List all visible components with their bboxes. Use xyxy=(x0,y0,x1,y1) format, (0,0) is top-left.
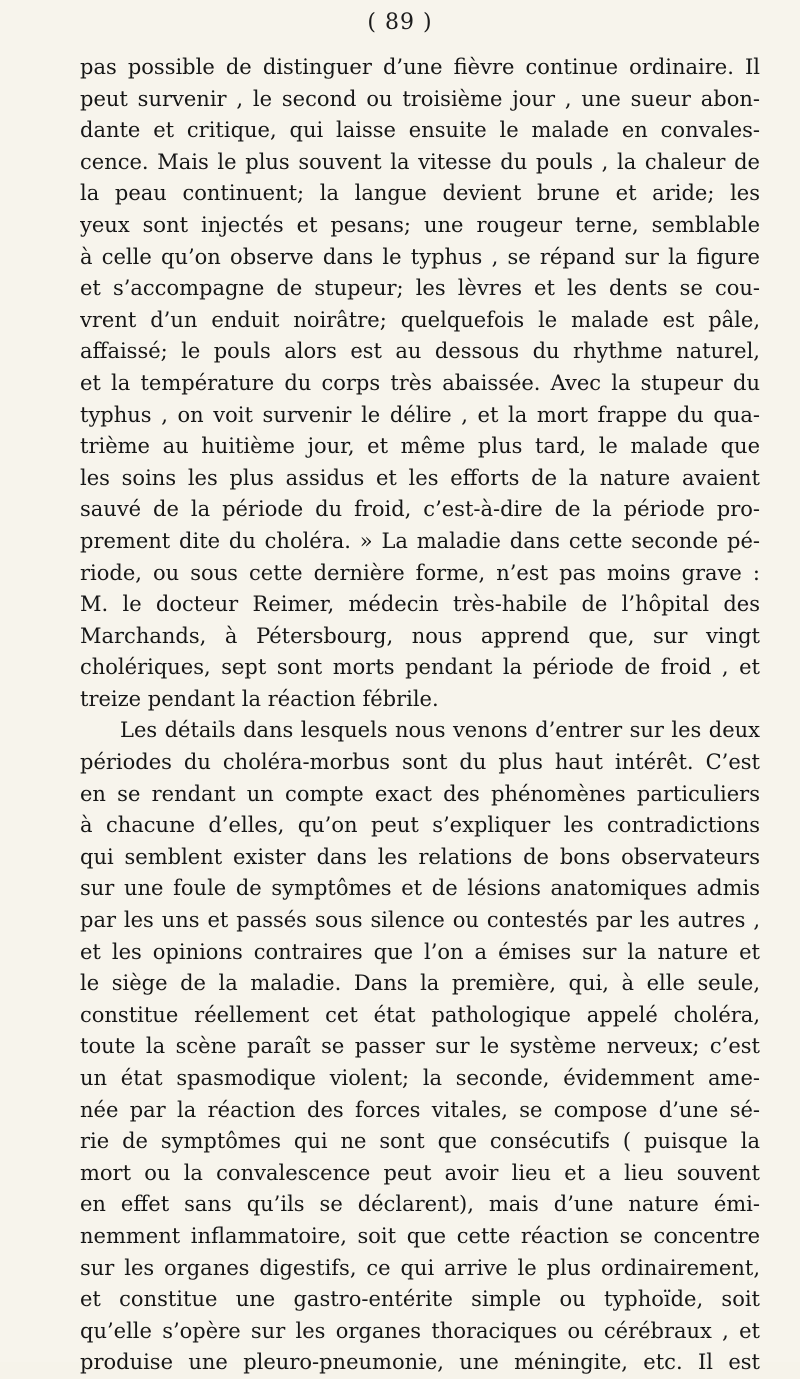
text-line: peut survenir , le second ou troisième jour , une sueur abon- xyxy=(80,86,760,111)
text-line: par les uns et passés sous silence ou contestés par les autres , xyxy=(80,908,760,933)
text-line: qu’elle s’opère sur les organes thoraciques ou cérébraux , et xyxy=(80,1318,760,1343)
text-line: Marchands, à Pétersbourg, nous apprend que, sur vingt xyxy=(80,623,760,648)
page-number: ( 89 ) xyxy=(367,10,433,35)
text-line: treize pendant la réaction fébrile. xyxy=(80,686,439,711)
text-line: et la température du corps très abaissée. Avec la stupeur du xyxy=(80,370,760,395)
text-line: typhus , on voit survenir le délire , et la mort frappe du qua- xyxy=(80,402,760,427)
text-line: cence. Mais le plus souvent la vitesse du pouls , la chaleur de xyxy=(80,149,760,174)
text-line: yeux sont injectés et pesans; une rougeur terne, semblable xyxy=(80,212,760,237)
text-line: affaissé; le pouls alors est au dessous du rhythme naturel, xyxy=(80,339,760,364)
text-line: et les opinions contraires que l’on a émises sur la nature et xyxy=(80,939,760,964)
text-line: riode, ou sous cette dernière forme, n’est pas moins grave : xyxy=(80,560,760,585)
text-line: sur les organes digestifs, ce qui arrive le plus ordinairement, xyxy=(80,1255,760,1280)
text-line: nemment inflammatoire, soit que cette réaction se concentre xyxy=(80,1223,760,1248)
text-line: sur une foule de symptômes et de lésions anatomiques admis xyxy=(80,876,760,901)
text-line: pas possible de distinguer d’une fièvre continue ordinaire. Il xyxy=(80,55,760,79)
text-line: à celle qu’on observe dans le typhus , se répand sur la figure xyxy=(80,244,760,269)
text-line: née par la réaction des forces vitales, se compose d’une sé- xyxy=(80,1097,760,1122)
text-line: le siège de la maladie. Dans la première, qui, à elle seule, xyxy=(80,971,760,996)
text-line: sauvé de la période du froid, c’est-à-dire de la période pro- xyxy=(80,497,760,522)
text-line: un état spasmodique violent; la seconde, évidemment ame- xyxy=(80,1066,760,1090)
text-line: qui semblent exister dans les relations de bons observateurs xyxy=(80,844,760,869)
text-line: Les détails dans lesquels nous venons d’entrer sur les deux xyxy=(120,718,760,743)
text-line: les soins les plus assidus et les efforts de la nature avaient xyxy=(80,465,760,490)
text-line: M. le docteur Reimer, médecin très-habile de l’hôpital des xyxy=(80,592,760,617)
text-line: dante et critique, qui laisse ensuite le malade en convales- xyxy=(80,118,760,143)
text-line: périodes du choléra-morbus sont du plus haut intérêt. C’est xyxy=(80,750,760,775)
text-line: rie de symptômes qui ne sont que consécutifs ( puisque la xyxy=(80,1129,760,1154)
text-line: trième au huitième jour, et même plus tard, le malade que xyxy=(80,434,760,459)
text-line: en se rendant un compte exact des phénomènes particuliers xyxy=(80,781,760,806)
text-line: cholériques, sept sont morts pendant la période de froid , et xyxy=(80,655,760,680)
text-line: vrent d’un enduit noirâtre; quelquefois le malade est pâle, xyxy=(80,307,760,332)
text-line: mort ou la convalescence peut avoir lieu et a lieu souvent xyxy=(80,1160,760,1185)
text-line: la peau continuent; la langue devient brune et aride; les xyxy=(80,181,760,206)
text-line: et constitue une gastro-entérite simple ou typhoïde, soit xyxy=(80,1287,760,1312)
text-line: prement dite du choléra. » La maladie dans cette seconde pé- xyxy=(80,528,760,553)
text-line: constitue réellement cet état pathologique appelé choléra, xyxy=(80,1002,760,1027)
text-line: produise une pleuro-pneumonie, une méningite, etc. Il est xyxy=(80,1350,760,1375)
body-text xyxy=(80,52,760,1379)
text-line: toute la scène paraît se passer sur le système nerveux; c’est xyxy=(80,1034,760,1059)
text-line: en effet sans qu’ils se déclarent), mais d’une nature émi- xyxy=(80,1192,760,1217)
text-line: et s’accompagne de stupeur; les lèvres et les dents se cou- xyxy=(80,276,760,301)
text-line: à chacune d’elles, qu’on peut s’expliquer les contradictions xyxy=(80,813,760,838)
